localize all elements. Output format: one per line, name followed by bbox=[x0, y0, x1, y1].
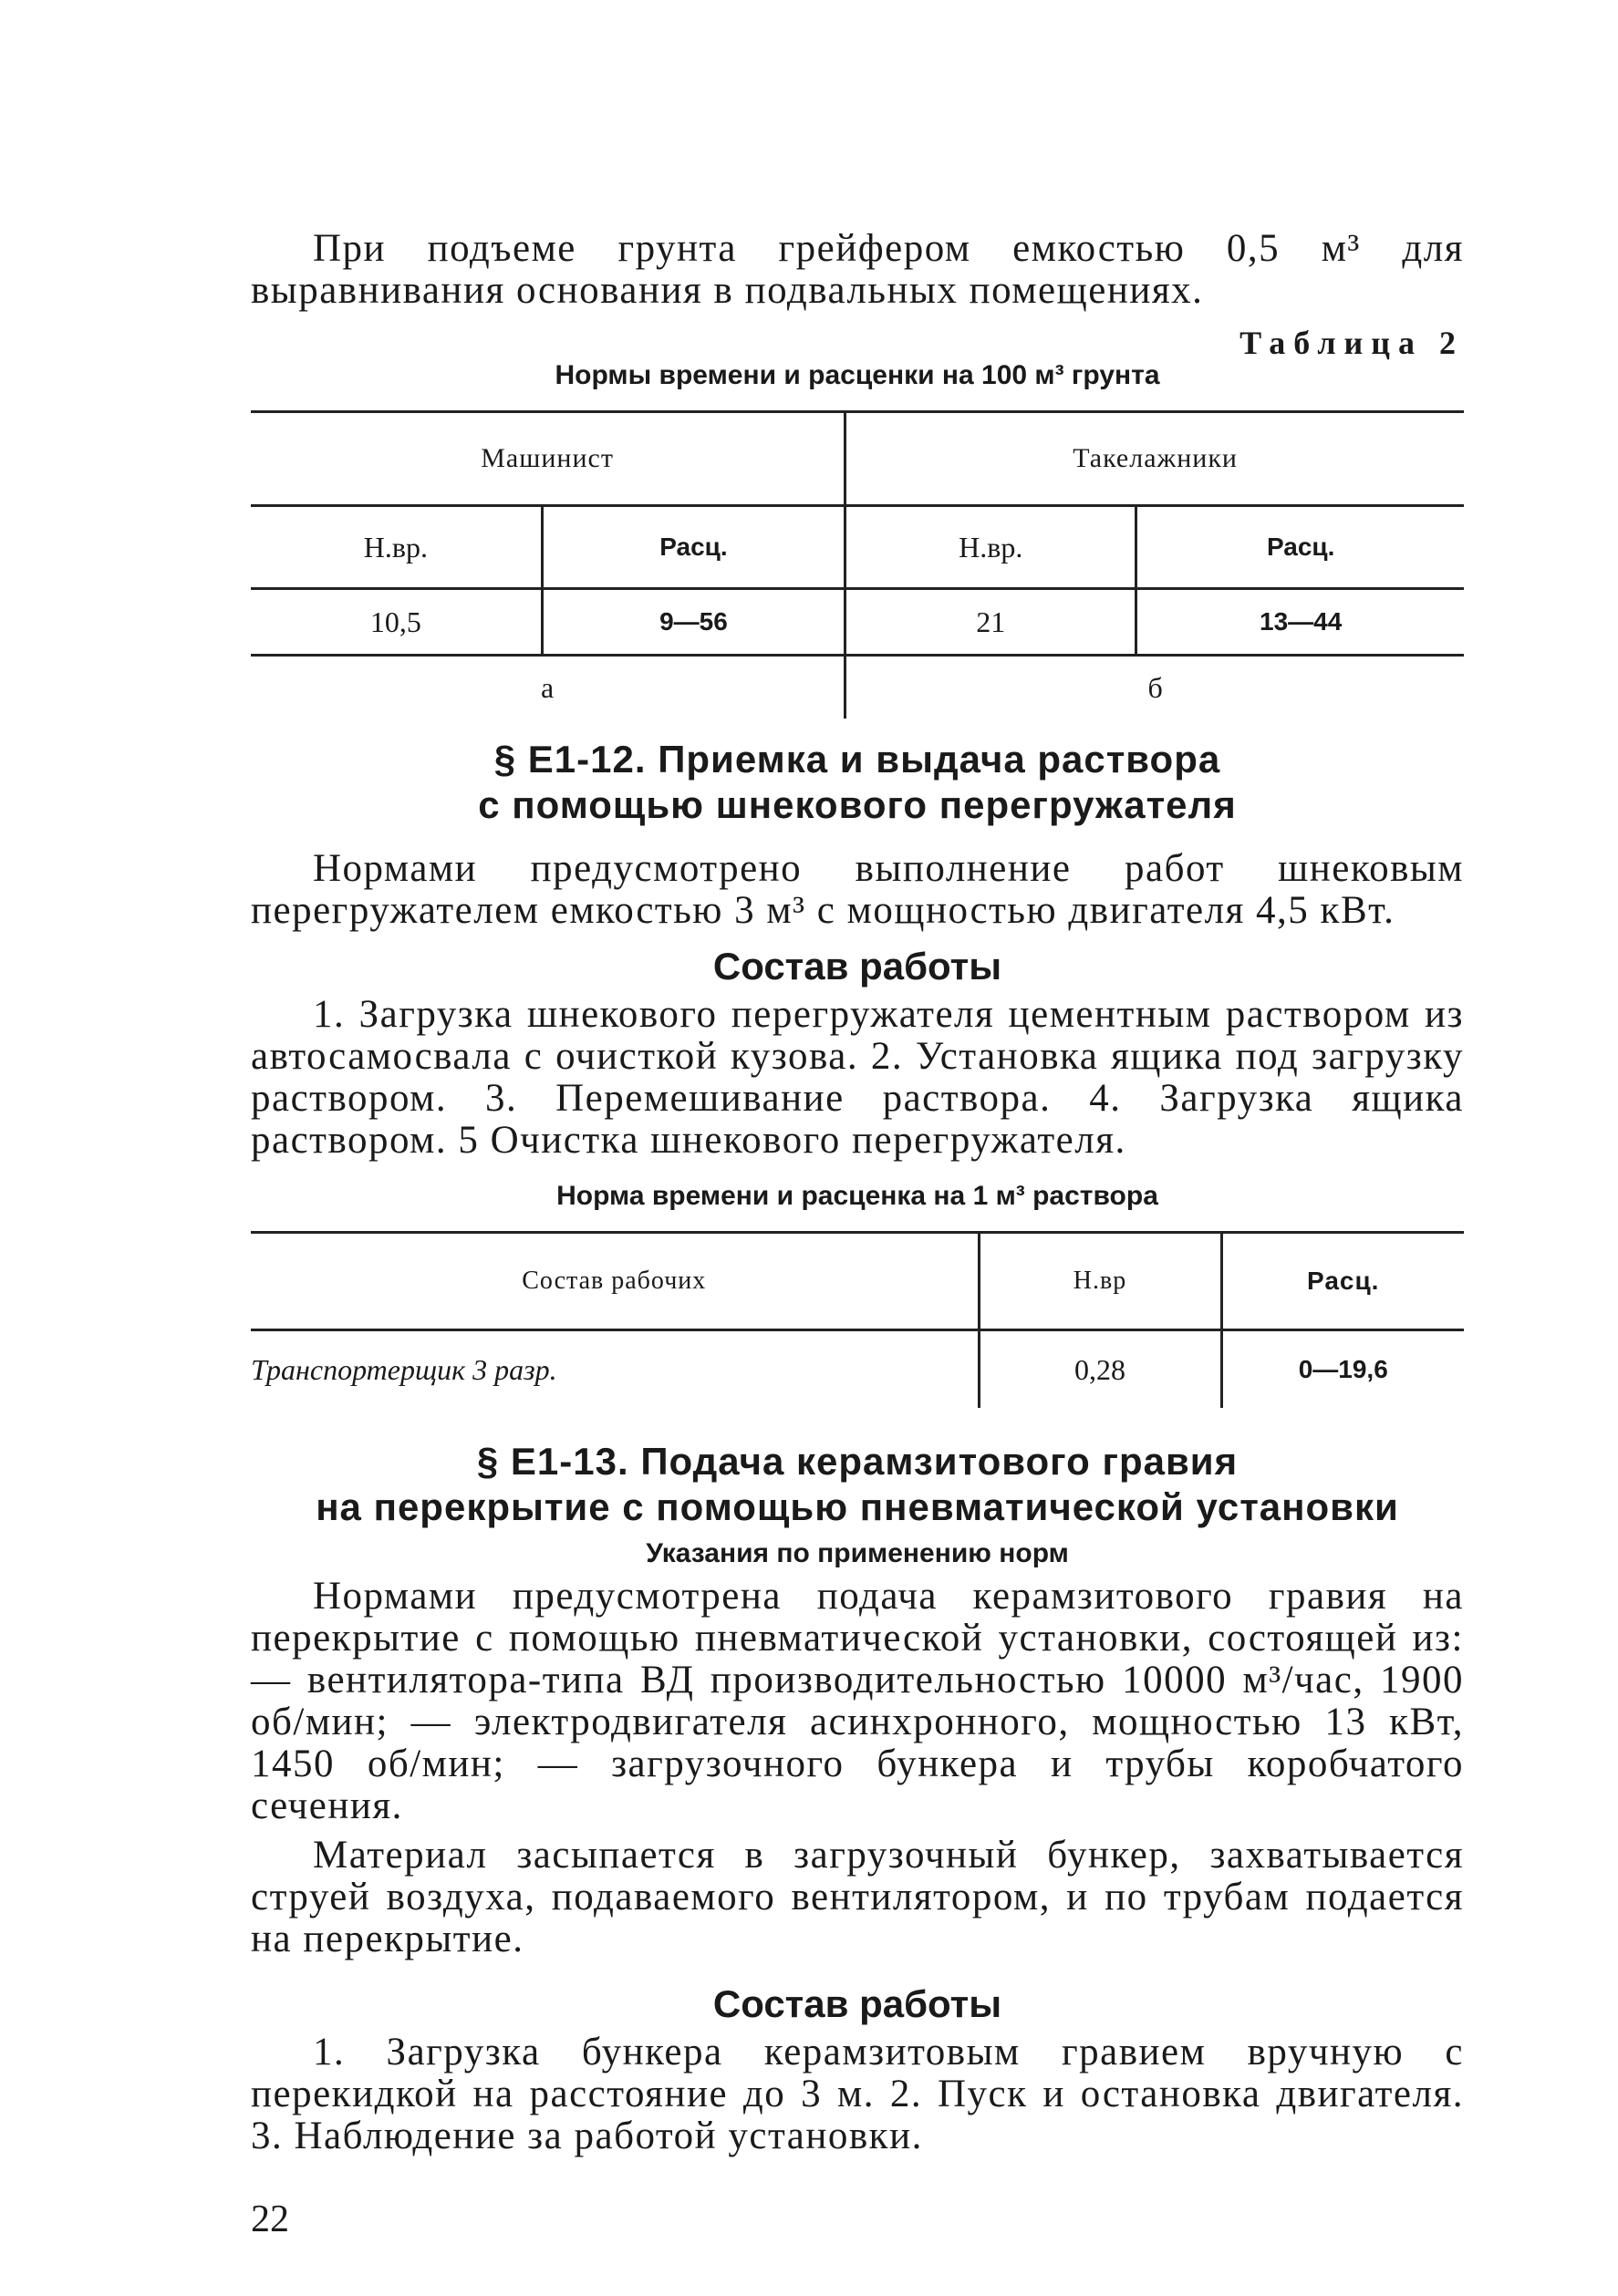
cell-worker: Транспортерщик 3 разр. bbox=[251, 1330, 979, 1409]
value-rate-2: 13—44 bbox=[1136, 589, 1464, 656]
subheader-time-norm-1: Н.вр. bbox=[251, 506, 542, 589]
section-13-guidance-heading: Указания по применению норм bbox=[646, 1538, 1069, 1568]
section-13-work-text: 1. Загрузка бункера керамзитовым гравием вручную с перекидкой на расстояние до 3 м. 2. Пуск и остановка двигателя. 3. Наблюдение за работой установки. bbox=[251, 2031, 1464, 2157]
table2-value-row bbox=[251, 589, 1464, 656]
document-page bbox=[251, 228, 1464, 2157]
value-time-norm-2: 21 bbox=[845, 589, 1136, 656]
subheader-rate-2: Расц. bbox=[1136, 506, 1464, 589]
table2-group-header-row bbox=[251, 412, 1464, 506]
header-time-norm: Н.вр bbox=[979, 1233, 1221, 1330]
section-12-title-line2: с помощью шнекового перегружателя bbox=[478, 783, 1237, 826]
section-12-title-line1: § Е1-12. Приемка и выдача раствора bbox=[493, 738, 1221, 781]
page-number: 22 bbox=[251, 2198, 289, 2240]
section-12-work-heading: Состав работы bbox=[712, 945, 1002, 988]
section-12-table-caption: Норма времени и расценка на 1 м³ раствора bbox=[556, 1181, 1158, 1211]
column-label-a: а bbox=[251, 656, 845, 719]
subheader-rate-1: Расц. bbox=[542, 506, 845, 589]
table2-caption: Нормы времени и расценки на 100 м³ грунта bbox=[555, 360, 1160, 390]
table-number-label: Таблица 2 bbox=[1239, 325, 1464, 361]
column-label-b: б bbox=[1147, 670, 1163, 704]
header-workers: Состав рабочих bbox=[251, 1233, 979, 1330]
section-13-title-line1: § Е1-13. Подача керамзитового гравия bbox=[476, 1440, 1239, 1483]
value-rate-1: 9—56 bbox=[542, 589, 845, 656]
section-13-paragraph-1: Нормами предусмотрена подача керамзитового гравия на перекрытие с помощью пневматической установки, состоящей из: — вентилятора-типа ВД производительностью 10000 м³/час, 1900 об/мин; — электродвигателя асинхронного, мощностью 13 кВт, 1450 об/мин; — загрузочного бункера и трубы коробчатого сечения. bbox=[251, 1575, 1464, 1827]
section-12-table-header-row bbox=[251, 1233, 1464, 1330]
section-13-paragraph-2: Материал засыпается в загрузочный бункер, захватывается струей воздуха, подаваемого вентилятором, и по трубам подается на перекрытие. bbox=[251, 1834, 1464, 1960]
section-13-title-line2: на перекрытие с помощью пневматической установки bbox=[316, 1485, 1399, 1528]
intro-paragraph: При подъеме грунта грейфером емкостью 0,5 м³ для выравнивания основания в подвальных помещениях. bbox=[251, 227, 1464, 312]
section-12-paragraph: Нормами предусмотрено выполнение работ шнековым перегружателем емкостью 3 м³ с мощностью двигателя 4,5 кВт. bbox=[251, 847, 1464, 932]
header-rate: Расц. bbox=[1221, 1233, 1464, 1330]
norms-table-2 bbox=[251, 410, 1464, 719]
table2-subheader-row bbox=[251, 506, 1464, 589]
cell-rate: 0—19,6 bbox=[1298, 1355, 1388, 1383]
cell-time-norm: 0,28 bbox=[979, 1330, 1221, 1409]
group-header-riggers: Такелажники bbox=[845, 412, 1464, 506]
section-12-work-text: 1. Загрузка шнекового перегружателя цементным раствором из автосамосвала с очисткой кузова. 2. Установка ящика под загрузку раствором. 3. Перемешивание раствора. 4. Загрузка ящика раствором. 5 Очистка шнекового перегружателя. bbox=[251, 993, 1464, 1162]
subheader-time-norm-2: Н.вр. bbox=[845, 506, 1136, 589]
table2-column-label-row bbox=[251, 656, 1464, 719]
section-13-work-heading: Состав работы bbox=[712, 1982, 1002, 2025]
group-header-machinist: Машинист bbox=[251, 412, 845, 506]
section-12-table-row bbox=[251, 1330, 1464, 1409]
value-time-norm-1: 10,5 bbox=[251, 589, 542, 656]
norms-table-section-12 bbox=[251, 1231, 1464, 1408]
